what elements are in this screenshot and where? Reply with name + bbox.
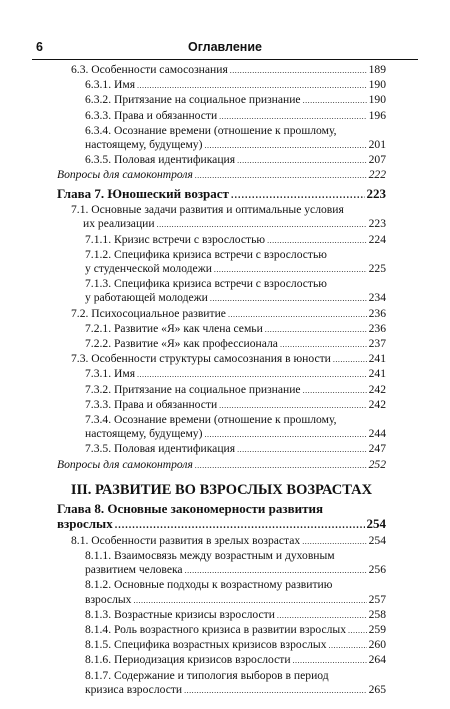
toc-entry-6-3-4[interactable]: 6.3.4. Осознание времени (отношение к прошлому, настоящему, будущему) ..... 201 <box>57 124 386 153</box>
toc-entry-7-3-5[interactable]: 7.3.5. Половая идентификация ..... 247 <box>57 442 386 457</box>
toc-part-3-heading[interactable]: III. РАЗВИТИЕ ВО ВЗРОСЛЫХ ВОЗРАСТАХ <box>70 481 373 498</box>
toc-entry-7-1-2[interactable]: 7.1.2. Специфика кризиса встречи с взрослостью у студенческой молодежи ..... 225 <box>57 248 386 277</box>
running-title: Оглавление <box>188 40 262 54</box>
toc-entry-8-1[interactable]: 8.1. Особенности развития в зрелых возрастах ..... 254 <box>57 534 386 549</box>
toc-entry-6-3-1[interactable]: 6.3.1. Имя ..... 190 <box>57 78 386 93</box>
toc-entry-questions-6[interactable]: Вопросы для самоконтроля ..... 222 <box>57 168 386 183</box>
toc-entry-8-1-7[interactable]: 8.1.7. Содержание и типология выборов в период кризиса взрослости ..... 265 <box>57 669 386 698</box>
page-number: 6 <box>36 40 43 54</box>
toc-entry-7-3-1[interactable]: 7.3.1. Имя ..... 241 <box>57 367 386 382</box>
toc-entry-6-3-3[interactable]: 6.3.3. Права и обязанности ..... 196 <box>57 109 386 124</box>
running-header <box>32 40 418 56</box>
toc-entry-8-1-5[interactable]: 8.1.5. Специфика возрастных кризисов взрослых ..... 260 <box>57 638 386 653</box>
toc-entry-7-3[interactable]: 7.3. Особенности структуры самосознания в юности ..... 241 <box>57 352 386 367</box>
toc-entry-8-1-4[interactable]: 8.1.4. Роль возрастного кризиса в развитии взрослых ..... 259 <box>57 623 386 638</box>
toc-entry-7-3-4[interactable]: 7.3.4. Осознание времени (отношение к прошлому, настоящему, будущему) ..... 244 <box>57 413 386 442</box>
header-rule <box>32 59 418 60</box>
toc-chapter-8[interactable]: Глава 8. Основные закономерности развития взрослых ..... 254 <box>57 501 386 534</box>
toc-entry-7-1[interactable]: 7.1. Основные задачи развития и оптимальные условия их реализации ..... 223 <box>57 203 386 232</box>
toc-entry-7-2-2[interactable]: 7.2.2. Развитие «Я» как профессионала ..... 237 <box>57 337 386 352</box>
toc-entry-8-1-3[interactable]: 8.1.3. Возрастные кризисы взрослости ..... 258 <box>57 608 386 623</box>
table-of-contents <box>57 63 386 698</box>
toc-entry-questions-7[interactable]: Вопросы для самоконтроля ..... 252 <box>57 458 386 473</box>
toc-entry-8-1-2[interactable]: 8.1.2. Основные подходы к возрастному развитию взрослых ..... 257 <box>57 578 386 607</box>
toc-entry-7-2-1[interactable]: 7.2.1. Развитие «Я» как члена семьи ..... 236 <box>57 322 386 337</box>
toc-entry-7-1-1[interactable]: 7.1.1. Кризис встречи с взрослостью ..... 224 <box>57 233 386 248</box>
toc-entry-6-3-5[interactable]: 6.3.5. Половая идентификация ..... 207 <box>57 153 386 168</box>
toc-entry-6-3[interactable]: 6.3. Особенности самосознания ..... 189 <box>57 63 386 78</box>
toc-chapter-7[interactable]: Глава 7. Юношеский возраст ..... 223 <box>57 186 386 204</box>
toc-entry-7-2[interactable]: 7.2. Психосоциальное развитие ..... 236 <box>57 307 386 322</box>
toc-entry-7-1-3[interactable]: 7.1.3. Специфика кризиса встречи с взрослостью у работающей молодежи ..... 234 <box>57 277 386 306</box>
toc-entry-8-1-6[interactable]: 8.1.6. Периодизация кризисов взрослости ..... 264 <box>57 653 386 668</box>
toc-entry-7-3-2[interactable]: 7.3.2. Притязание на социальное признание ..... 242 <box>57 383 386 398</box>
toc-entry-7-3-3[interactable]: 7.3.3. Права и обязанности ..... 242 <box>57 398 386 413</box>
toc-entry-8-1-1[interactable]: 8.1.1. Взаимосвязь между возрастным и духовным развитием человека ..... 256 <box>57 549 386 578</box>
toc-entry-6-3-2[interactable]: 6.3.2. Притязание на социальное признание ..... 190 <box>57 93 386 108</box>
